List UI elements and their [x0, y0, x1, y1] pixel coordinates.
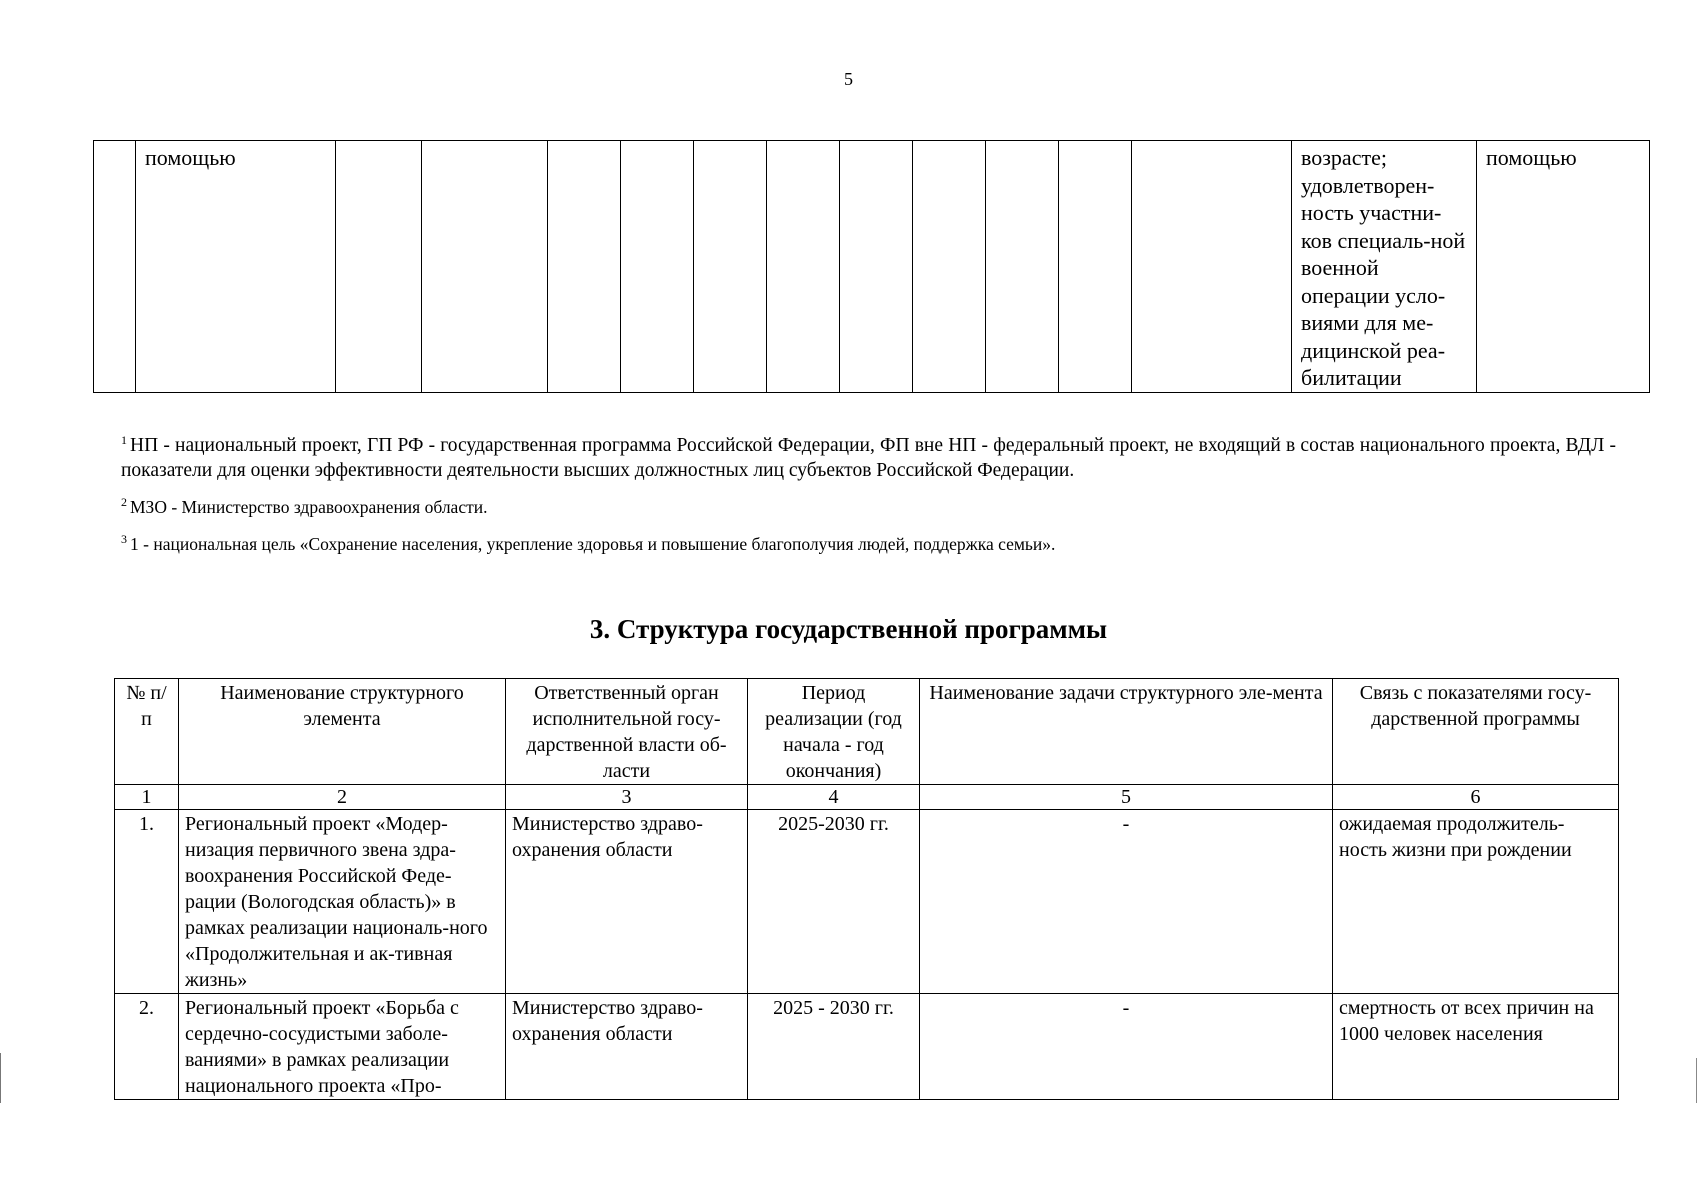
- row-number: 1.: [115, 810, 179, 994]
- column-number: 3: [506, 785, 748, 810]
- column-header: Период реализации (год начала - год окончания): [748, 679, 920, 785]
- implementation-period: 2025-2030 гг.: [748, 810, 920, 994]
- implementation-period: 2025 - 2030 гг.: [748, 994, 920, 1100]
- table-cell-text: помощью: [136, 141, 336, 393]
- table-cell: [913, 141, 986, 393]
- column-header: Наименование структурного элемента: [179, 679, 506, 785]
- footnote-text: МЗО - Министерство здравоохранения области.: [130, 497, 488, 517]
- column-number: 6: [1333, 785, 1619, 810]
- column-header: Связь с показателями госу-дарственной программы: [1333, 679, 1619, 785]
- footnote-mark: 2: [121, 495, 127, 509]
- program-indicators: ожидаемая продолжитель-ность жизни при рождении: [1333, 810, 1619, 994]
- footnote-mark: 3: [121, 532, 127, 546]
- scan-edge-mark: [1692, 1058, 1697, 1103]
- column-header: Наименование задачи структурного эле-мента: [920, 679, 1333, 785]
- column-number: 2: [179, 785, 506, 810]
- column-number: 5: [920, 785, 1333, 810]
- table-cell: [1132, 141, 1292, 393]
- footnote-3: [121, 527, 1616, 557]
- row-number: 2.: [115, 994, 179, 1100]
- column-number: 1: [115, 785, 179, 810]
- table-cell-text: помощью: [1477, 141, 1650, 393]
- column-number-row: [115, 785, 1619, 810]
- page-number: 5: [844, 69, 853, 89]
- responsible-body: Министерство здраво-охранения области: [506, 994, 748, 1100]
- table-cell: [1059, 141, 1132, 393]
- section-title: 3. Структура государственной программы: [589, 614, 1108, 644]
- program-indicators: смертность от всех причин на 1000 человек населения: [1333, 994, 1619, 1100]
- footnote-text: НП - национальный проект, ГП РФ - государственная программа Российской Федерации, ФП вне НП - федеральный проект, не входящий в состав национального проекта, ВДЛ - показатели для оценки эффективности деятельности высших должностных лиц субъектов Российской Федерации.: [121, 435, 1616, 481]
- continuation-row: [94, 141, 1650, 393]
- table-cell: [422, 141, 548, 393]
- element-name: Региональный проект «Модер-низация первичного звена здра-воохранения Российской Феде-рации (Вологодская область)» в рамках реализации националь-ного «Продолжительная и ак-тивная жизнь»: [179, 810, 506, 994]
- table-cell: [336, 141, 422, 393]
- element-task: -: [920, 810, 1333, 994]
- element-name: Региональный проект «Борьба с сердечно-сосудистыми заболе-ваниями» в рамках реализации национального проекта «Про-: [179, 994, 506, 1100]
- responsible-body: Министерство здраво-охранения области: [506, 810, 748, 994]
- column-header: № п/п: [115, 679, 179, 785]
- footnote-mark: 1: [121, 433, 127, 447]
- table-cell: [840, 141, 913, 393]
- footnote-text: 1 - национальная цель «Сохранение населения, укрепление здоровья и повышение благополучия людей, поддержка семьи».: [130, 534, 1056, 554]
- table-header-row: [115, 679, 1619, 785]
- table-row: [115, 994, 1619, 1100]
- table-cell: [621, 141, 694, 393]
- footnotes: [121, 428, 1616, 564]
- table-cell: [548, 141, 621, 393]
- element-task: -: [920, 994, 1333, 1100]
- continuation-table: [93, 140, 1650, 393]
- table-cell: [94, 141, 136, 393]
- column-header: Ответственный орган исполнительной госу-дарственной власти об-ласти: [506, 679, 748, 785]
- table-cell-text: возрасте; удовлетворен-ность участни-ков специаль-ной военной операции усло-виями для ме-дицинской реа-билитации: [1292, 141, 1477, 393]
- footnote-2: [121, 490, 1616, 520]
- table-cell: [767, 141, 840, 393]
- scan-edge-mark: [0, 1053, 7, 1103]
- table-cell: [986, 141, 1059, 393]
- table-cell: [694, 141, 767, 393]
- table-row: [115, 810, 1619, 994]
- column-number: 4: [748, 785, 920, 810]
- structure-table: [114, 678, 1619, 1100]
- footnote-1: [121, 428, 1616, 483]
